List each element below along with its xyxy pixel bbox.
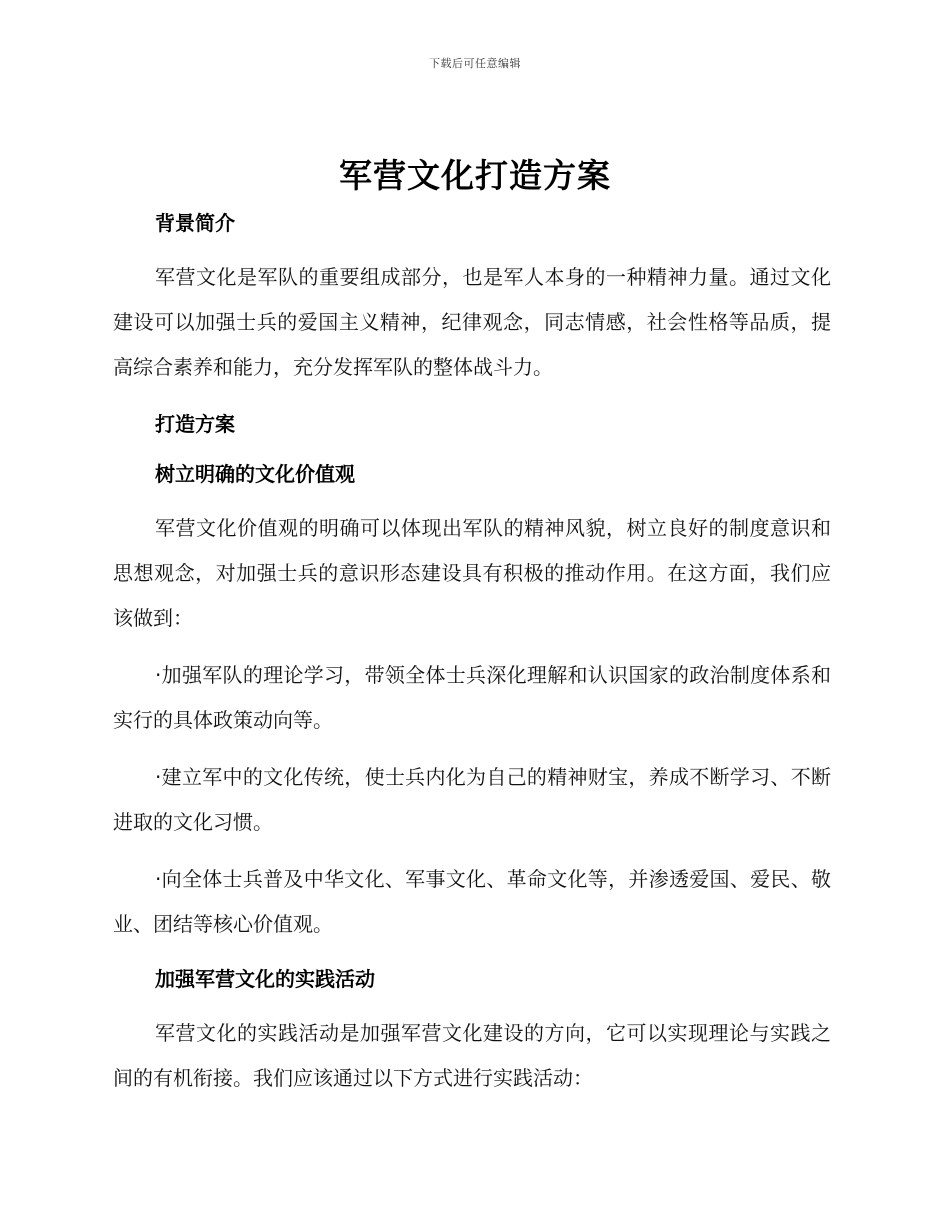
- bullet-dot-icon: ·: [155, 663, 162, 687]
- header-note: 下载后可任意编辑: [429, 57, 521, 70]
- section-heading-values: 树立明确的文化价值观: [155, 462, 355, 486]
- section-heading-practice: 加强军营文化的实践活动: [155, 967, 375, 991]
- bullet-dot-icon: ·: [155, 765, 162, 789]
- document-body: [113, 205, 831, 1101]
- bullet-item: [113, 653, 831, 743]
- bullet-item-text: 向全体士兵普及中华文化、军事文化、革命文化等，并渗透爱国、爱民、敬业、团结等核心价值观。: [113, 867, 831, 936]
- bullet-dot-icon: ·: [155, 867, 162, 891]
- bullet-item: [113, 857, 831, 947]
- bullet-item-text: 加强军队的理论学习，带领全体士兵深化理解和认识国家的政治制度体系和实行的具体政策动向等。: [113, 663, 831, 732]
- section-heading-background: 背景简介: [155, 211, 235, 235]
- paragraph-background: 军营文化是军队的重要组成部分，也是军人本身的一种精神力量。通过文化建设可以加强士兵的爱国主义精神，纪律观念，同志情感，社会性格等品质，提高综合素养和能力，充分发挥军队的整体战斗力。: [113, 265, 831, 379]
- bullet-item: [113, 755, 831, 845]
- document-title: 军营文化打造方案: [339, 156, 611, 195]
- paragraph-values: 军营文化价值观的明确可以体现出军队的精神风貌，树立良好的制度意识和思想观念，对加强士兵的意识形态建设具有积极的推动作用。在这方面，我们应该做到：: [113, 516, 831, 630]
- paragraph-practice: 军营文化的实践活动是加强军营文化建设的方向，它可以实现理论与实践之间的有机衔接。我们应该通过以下方式进行实践活动：: [113, 1021, 831, 1090]
- section-heading-plan: 打造方案: [155, 412, 235, 436]
- bullet-item-text: 建立军中的文化传统，使士兵内化为自己的精神财宝，养成不断学习、不断进取的文化习惯。: [113, 765, 831, 834]
